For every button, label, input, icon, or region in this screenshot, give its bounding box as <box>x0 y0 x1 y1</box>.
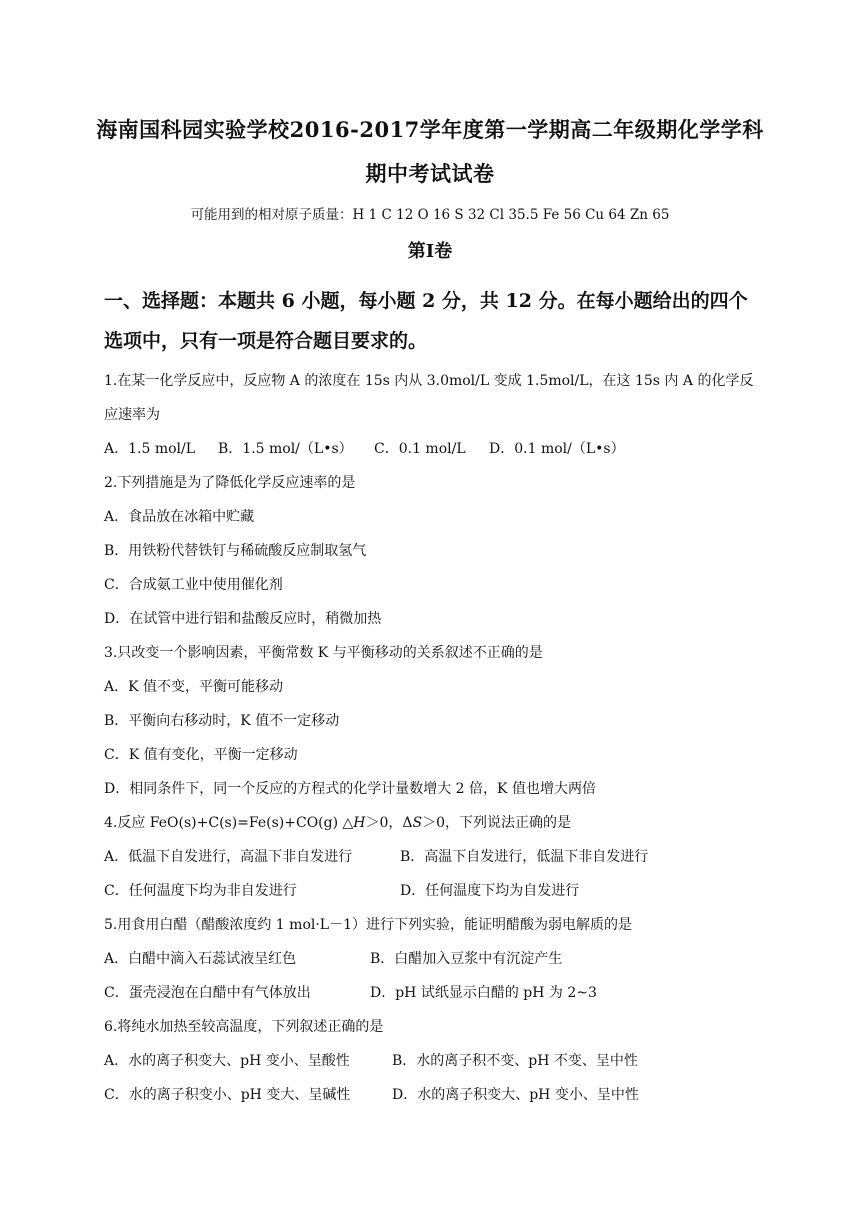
question-4-stem-mid: ＞0，Δ <box>365 815 413 831</box>
enthalpy-symbol: H <box>353 815 366 831</box>
question-1-stem-line1: 1.在某一化学反应中，反应物 A 的浓度在 15s 内从 3.0mol/L 变成 1.5mol/L，在这 15s 内 A 的化学反 <box>104 373 754 389</box>
exam-title-line1: 海南国科园实验学校2016-2017学年度第一学期高二年级期化学学科 <box>96 117 764 142</box>
question-6-option-d: D．水的离子积变大、pH 变小、呈中性 <box>392 1087 639 1103</box>
question-1-stem-line2: 应速率为 <box>104 407 160 423</box>
exam-title-line2: 期中考试试卷 <box>365 161 495 186</box>
question-3-stem: 3.只改变一个影响因素，平衡常数 K 与平衡移动的关系叙述不正确的是 <box>104 645 543 661</box>
question-5-stem: 5.用食用白醋（醋酸浓度约 1 mol·L－1）进行下列实验，能证明醋酸为弱电解质的是 <box>104 917 632 933</box>
question-2-option-d: D．在试管中进行铝和盐酸反应时，稍微加热 <box>104 611 382 627</box>
question-5-option-d: D．pH 试纸显示白醋的 pH 为 2~3 <box>370 985 597 1001</box>
question-3-option-d: D．相同条件下，同一个反应的方程式的化学计量数增大 2 倍，K 值也增大两倍 <box>104 781 596 797</box>
question-4-option-b: B．高温下自发进行，低温下非自发进行 <box>400 849 649 865</box>
question-6-option-c: C．水的离子积变小、pH 变大、呈碱性 <box>104 1087 351 1103</box>
question-2-stem: 2.下列措施是为了降低化学反应速率的是 <box>104 475 356 491</box>
question-3-option-a: A．K 值不变，平衡可能移动 <box>104 679 284 695</box>
question-1-option-d: D．0.1 mol/（L•s） <box>489 441 625 457</box>
atomic-masses-note: 可能用到的相对原子质量：H 1 C 12 O 16 S 32 Cl 35.5 Fe 56 Cu 64 Zn 65 <box>190 207 670 223</box>
question-4-option-d: D．任何温度下均为自发进行 <box>400 883 580 899</box>
question-1-option-c: C．0.1 mol/L <box>374 441 466 457</box>
question-6-option-a: A．水的离子积变大、pH 变小、呈酸性 <box>104 1053 350 1069</box>
question-3-option-b: B．平衡向右移动时，K 值不一定移动 <box>104 713 340 729</box>
section-heading-line1: 一、选择题：本题共 6 小题，每小题 2 分，共 12 分。在每小题给出的四个 <box>104 290 748 312</box>
question-5-option-a: A．白醋中滴入石蕊试液呈红色 <box>104 951 297 967</box>
question-1-option-b: B．1.5 mol/（L•s） <box>218 441 353 457</box>
section-heading-line2: 选项中，只有一项是符合题目要求的。 <box>104 330 428 352</box>
question-4-option-a: A．低温下自发进行，高温下非自发进行 <box>104 849 353 865</box>
question-6-stem: 6.将纯水加热至较高温度，下列叙述正确的是 <box>104 1019 384 1035</box>
question-3-option-c: C．K 值有变化，平衡一定移动 <box>104 747 298 763</box>
question-2-option-c: C．合成氨工业中使用催化剂 <box>104 577 283 593</box>
question-5-option-b: B．白醋加入豆浆中有沉淀产生 <box>370 951 563 967</box>
question-4-option-c: C．任何温度下均为非自发进行 <box>104 883 297 899</box>
question-2-option-b: B．用铁粉代替铁钉与稀硫酸反应制取氢气 <box>104 543 367 559</box>
entropy-symbol: S <box>412 815 423 831</box>
question-4-stem-prefix: 4.反应 FeO(s)+C(s)=Fe(s)+CO(g) △ <box>104 815 354 831</box>
volume-heading: 第Ⅰ卷 <box>407 241 453 262</box>
question-5-option-c: C．蛋壳浸泡在白醋中有气体放出 <box>104 985 311 1001</box>
question-4-stem-suffix: ＞0，下列说法正确的是 <box>422 815 572 831</box>
question-2-option-a: A．食品放在冰箱中贮藏 <box>104 509 255 525</box>
question-1-option-a: A．1.5 mol/L <box>104 441 196 457</box>
question-4-stem <box>104 812 571 832</box>
question-6-option-b: B．水的离子积不变、pH 不变、呈中性 <box>392 1053 638 1069</box>
